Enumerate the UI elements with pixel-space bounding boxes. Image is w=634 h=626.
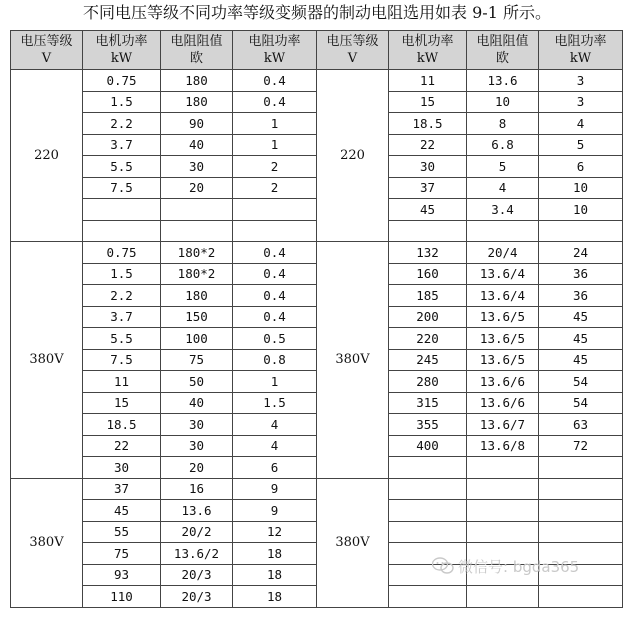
resistance-cell xyxy=(467,500,539,522)
resistor-power-cell: 1 xyxy=(233,113,317,135)
resistance-cell: 100 xyxy=(161,328,233,350)
resistance-cell: 10 xyxy=(467,91,539,113)
motor-power-cell: 15 xyxy=(389,91,467,113)
motor-power-cell xyxy=(389,521,467,543)
resistance-cell: 75 xyxy=(161,349,233,371)
resistor-power-cell: 45 xyxy=(539,328,623,350)
resistance-cell: 180 xyxy=(161,70,233,92)
resistor-power-cell: 9 xyxy=(233,478,317,500)
voltage-cell: 220 xyxy=(11,70,83,242)
resistor-power-cell: 3 xyxy=(539,91,623,113)
motor-power-cell: 0.75 xyxy=(83,242,161,264)
resistor-power-cell xyxy=(539,500,623,522)
resistor-power-cell: 2 xyxy=(233,177,317,199)
motor-power-cell: 22 xyxy=(83,435,161,457)
motor-power-cell: 132 xyxy=(389,242,467,264)
resistance-cell: 13.6/8 xyxy=(467,435,539,457)
resistor-power-cell: 0.4 xyxy=(233,242,317,264)
resistance-cell: 3.4 xyxy=(467,199,539,221)
motor-power-cell: 2.2 xyxy=(83,285,161,307)
resistance-cell: 13.6/5 xyxy=(467,349,539,371)
motor-power-cell: 45 xyxy=(83,500,161,522)
header-voltage: 电压等级 V xyxy=(11,31,83,70)
watermark: 微信号: bgda365 xyxy=(432,556,579,579)
resistor-power-cell: 0.4 xyxy=(233,263,317,285)
resistance-cell: 30 xyxy=(161,156,233,178)
motor-power-cell: 7.5 xyxy=(83,177,161,199)
resistor-power-cell: 3 xyxy=(539,70,623,92)
motor-power-cell: 1.5 xyxy=(83,91,161,113)
table-caption: 不同电压等级不同功率等级变频器的制动电阻选用如表 9-1 所示。 xyxy=(83,3,551,22)
resistor-power-cell: 63 xyxy=(539,414,623,436)
resistor-power-cell: 10 xyxy=(539,199,623,221)
resistor-power-cell: 6 xyxy=(233,457,317,479)
motor-power-cell: 75 xyxy=(83,543,161,565)
table-row xyxy=(11,70,623,92)
motor-power-cell: 200 xyxy=(389,306,467,328)
resistance-cell: 13.6/6 xyxy=(467,392,539,414)
header-row xyxy=(11,31,623,70)
resistor-power-cell xyxy=(539,521,623,543)
resistance-cell: 20/2 xyxy=(161,521,233,543)
motor-power-cell: 11 xyxy=(83,371,161,393)
resistance-cell: 40 xyxy=(161,392,233,414)
resistance-cell: 20/3 xyxy=(161,586,233,608)
voltage-cell: 380V xyxy=(317,242,389,479)
motor-power-cell: 18.5 xyxy=(389,113,467,135)
resistance-cell: 20 xyxy=(161,457,233,479)
resistor-power-cell: 2 xyxy=(233,156,317,178)
resistance-cell: 180 xyxy=(161,91,233,113)
resistor-power-cell: 54 xyxy=(539,392,623,414)
voltage-cell: 220 xyxy=(317,70,389,242)
resistor-power-cell: 24 xyxy=(539,242,623,264)
motor-power-cell: 220 xyxy=(389,328,467,350)
resistance-cell: 180 xyxy=(161,285,233,307)
resistance-cell: 13.6 xyxy=(161,500,233,522)
resistor-power-cell: 45 xyxy=(539,306,623,328)
motor-power-cell xyxy=(83,220,161,242)
header-power: 电机功率 kW xyxy=(389,31,467,70)
resistor-power-cell: 45 xyxy=(539,349,623,371)
voltage-cell: 380V xyxy=(11,478,83,607)
resistance-cell: 13.6/2 xyxy=(161,543,233,565)
resistor-power-cell xyxy=(233,199,317,221)
header-resistance: 电阻阻值 欧 xyxy=(161,31,233,70)
resistance-cell: 20/4 xyxy=(467,242,539,264)
resistance-cell: 30 xyxy=(161,414,233,436)
motor-power-cell xyxy=(83,199,161,221)
motor-power-cell: 18.5 xyxy=(83,414,161,436)
motor-power-cell: 55 xyxy=(83,521,161,543)
resistance-cell: 4 xyxy=(467,177,539,199)
motor-power-cell: 1.5 xyxy=(83,263,161,285)
resistance-cell: 50 xyxy=(161,371,233,393)
resistance-cell xyxy=(161,220,233,242)
resistor-power-cell: 4 xyxy=(233,435,317,457)
resistor-power-cell: 36 xyxy=(539,263,623,285)
resistance-cell: 16 xyxy=(161,478,233,500)
resistor-power-cell xyxy=(539,478,623,500)
header-resistor-power: 电阻功率 kW xyxy=(539,31,623,70)
resistance-cell: 13.6/6 xyxy=(467,371,539,393)
motor-power-cell: 7.5 xyxy=(83,349,161,371)
motor-power-cell: 160 xyxy=(389,263,467,285)
motor-power-cell: 3.7 xyxy=(83,134,161,156)
motor-power-cell: 280 xyxy=(389,371,467,393)
motor-power-cell: 93 xyxy=(83,564,161,586)
resistance-cell: 150 xyxy=(161,306,233,328)
motor-power-cell: 30 xyxy=(389,156,467,178)
motor-power-cell xyxy=(389,500,467,522)
header-resistor-power: 电阻功率 kW xyxy=(233,31,317,70)
motor-power-cell: 37 xyxy=(389,177,467,199)
motor-power-cell: 30 xyxy=(83,457,161,479)
resistance-cell: 6.8 xyxy=(467,134,539,156)
motor-power-cell: 400 xyxy=(389,435,467,457)
resistance-cell xyxy=(467,521,539,543)
resistance-cell: 40 xyxy=(161,134,233,156)
motor-power-cell: 185 xyxy=(389,285,467,307)
motor-power-cell xyxy=(389,220,467,242)
motor-power-cell: 45 xyxy=(389,199,467,221)
resistance-cell: 180*2 xyxy=(161,263,233,285)
resistance-cell xyxy=(467,220,539,242)
resistor-power-cell: 0.4 xyxy=(233,285,317,307)
resistance-cell xyxy=(161,199,233,221)
resistance-cell: 13.6/4 xyxy=(467,285,539,307)
resistor-power-cell: 1 xyxy=(233,134,317,156)
motor-power-cell: 5.5 xyxy=(83,156,161,178)
motor-power-cell: 110 xyxy=(83,586,161,608)
motor-power-cell: 2.2 xyxy=(83,113,161,135)
resistance-cell: 13.6/5 xyxy=(467,306,539,328)
wechat-icon xyxy=(432,557,454,579)
voltage-cell: 380V xyxy=(317,478,389,607)
resistor-power-cell: 5 xyxy=(539,134,623,156)
motor-power-cell: 0.75 xyxy=(83,70,161,92)
motor-power-cell: 11 xyxy=(389,70,467,92)
header-voltage: 电压等级 V xyxy=(317,31,389,70)
resistor-power-cell xyxy=(539,220,623,242)
motor-power-cell: 3.7 xyxy=(83,306,161,328)
resistor-power-cell: 36 xyxy=(539,285,623,307)
resistor-power-cell xyxy=(539,457,623,479)
motor-power-cell: 315 xyxy=(389,392,467,414)
motor-power-cell xyxy=(389,457,467,479)
resistor-power-cell: 72 xyxy=(539,435,623,457)
motor-power-cell: 37 xyxy=(83,478,161,500)
resistor-power-cell xyxy=(539,586,623,608)
resistor-power-cell: 0.5 xyxy=(233,328,317,350)
resistance-cell: 13.6/7 xyxy=(467,414,539,436)
resistance-cell: 20 xyxy=(161,177,233,199)
motor-power-cell xyxy=(389,586,467,608)
motor-power-cell: 5.5 xyxy=(83,328,161,350)
resistor-power-cell: 4 xyxy=(539,113,623,135)
voltage-cell: 380V xyxy=(11,242,83,479)
resistor-power-cell: 18 xyxy=(233,543,317,565)
header-resistance: 电阻阻值 欧 xyxy=(467,31,539,70)
resistor-power-cell: 10 xyxy=(539,177,623,199)
resistance-cell: 13.6/4 xyxy=(467,263,539,285)
resistor-power-cell xyxy=(233,220,317,242)
motor-power-cell: 245 xyxy=(389,349,467,371)
resistance-cell: 13.6 xyxy=(467,70,539,92)
resistor-power-cell: 18 xyxy=(233,564,317,586)
resistor-power-cell: 0.4 xyxy=(233,91,317,113)
motor-power-cell: 22 xyxy=(389,134,467,156)
resistance-cell: 13.6/5 xyxy=(467,328,539,350)
table-row xyxy=(11,478,623,500)
resistor-power-cell: 54 xyxy=(539,371,623,393)
resistance-cell: 5 xyxy=(467,156,539,178)
resistance-cell: 8 xyxy=(467,113,539,135)
table-row xyxy=(11,242,623,264)
resistance-cell xyxy=(467,586,539,608)
resistor-power-cell: 6 xyxy=(539,156,623,178)
resistor-power-cell: 12 xyxy=(233,521,317,543)
resistor-power-cell: 0.4 xyxy=(233,70,317,92)
motor-power-cell: 15 xyxy=(83,392,161,414)
resistance-cell: 30 xyxy=(161,435,233,457)
resistance-cell: 20/3 xyxy=(161,564,233,586)
header-power: 电机功率 kW xyxy=(83,31,161,70)
resistance-cell: 90 xyxy=(161,113,233,135)
motor-power-cell xyxy=(389,478,467,500)
resistor-power-cell: 18 xyxy=(233,586,317,608)
resistor-power-cell: 0.8 xyxy=(233,349,317,371)
brake-resistor-table xyxy=(10,30,623,608)
motor-power-cell: 355 xyxy=(389,414,467,436)
resistance-cell xyxy=(467,478,539,500)
resistor-power-cell: 1.5 xyxy=(233,392,317,414)
resistor-power-cell: 1 xyxy=(233,371,317,393)
resistor-power-cell: 4 xyxy=(233,414,317,436)
resistance-cell: 180*2 xyxy=(161,242,233,264)
resistor-power-cell: 0.4 xyxy=(233,306,317,328)
resistor-power-cell: 9 xyxy=(233,500,317,522)
resistance-cell xyxy=(467,457,539,479)
